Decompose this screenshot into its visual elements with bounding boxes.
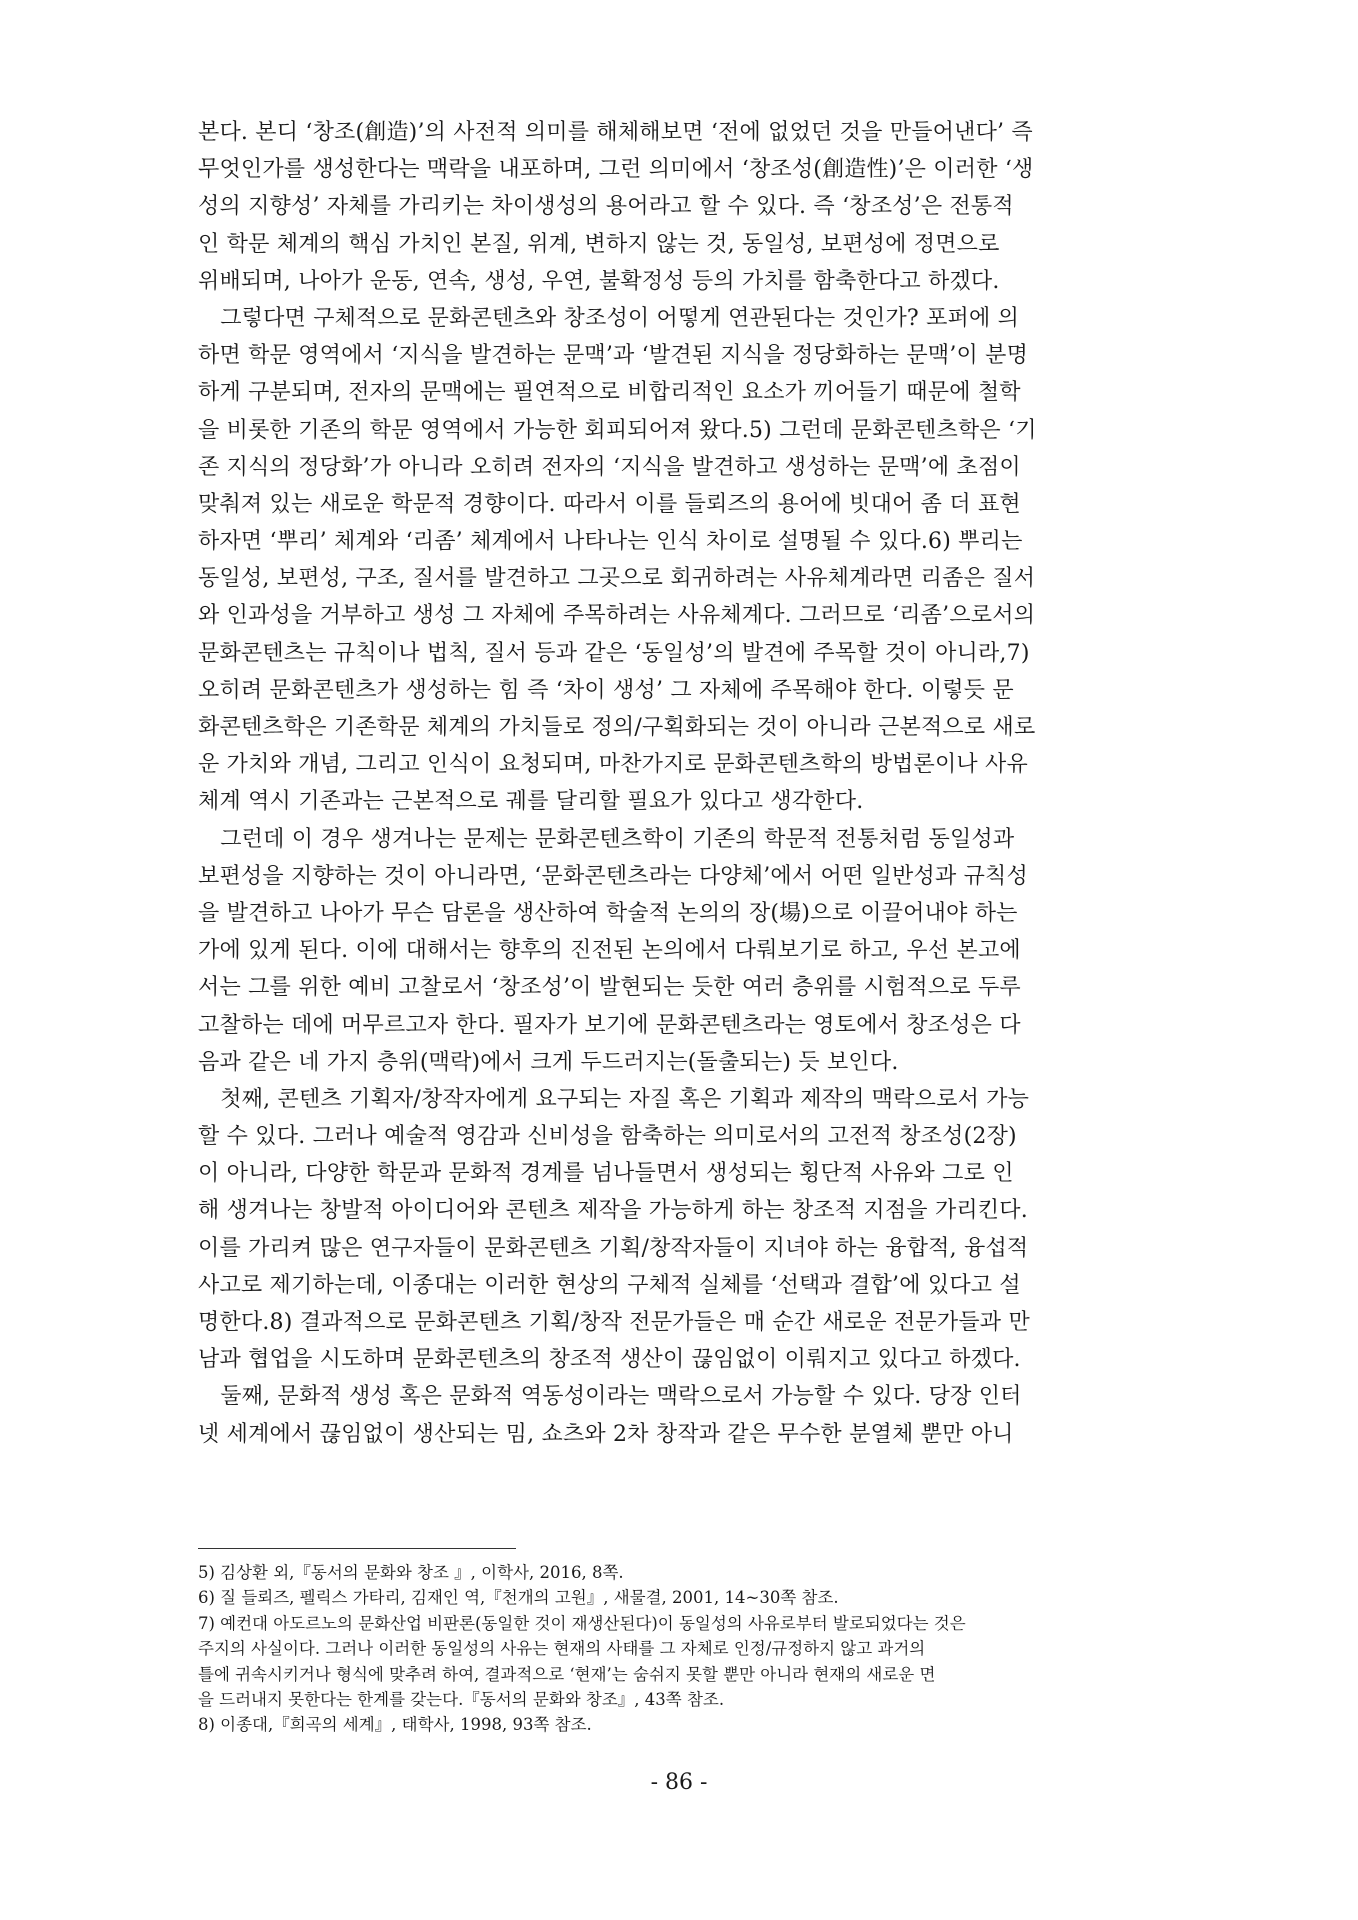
page-number: - 86 - xyxy=(650,1770,708,1795)
footnotes xyxy=(198,1560,1158,1738)
body-line: 을 비롯한 기존의 학문 영역에서 가능한 회피되어져 왔다.5) 그런데 문화콘텐츠학은 ‘기 xyxy=(198,417,1037,443)
body-line: 성의 지향성’ 자체를 가리키는 차이생성의 용어라고 할 수 있다. 즉 ‘창조성’은 전통적 xyxy=(198,194,1014,220)
body-line: 이 아니라, 다양한 학문과 문화적 경계를 넘나들면서 생성되는 횡단적 사유와 그로 인 xyxy=(198,1161,1014,1187)
body-text xyxy=(198,114,1158,1453)
body-line: 문화콘텐츠는 규칙이나 법칙, 질서 등과 같은 ‘동일성’의 발견에 주목할 것이 아니라,7) xyxy=(198,640,1030,666)
body-line: 동일성, 보편성, 구조, 질서를 발견하고 그곳으로 회귀하려는 사유체계라면 리좀은 질서 xyxy=(198,566,1036,592)
body-line: 와 인과성을 거부하고 생성 그 자체에 주목하려는 사유체계다. 그러므로 ‘리좀’으로서의 xyxy=(198,603,1036,629)
body-line: 본다. 본디 ‘창조(創造)’의 사전적 의미를 해체해보면 ‘전에 없었던 것을 만들어낸다’ 즉 xyxy=(198,120,1033,145)
body-line: 남과 협업을 시도하며 문화콘텐츠의 창조적 생산이 끊임없이 이뤄지고 있다고 하겠다. xyxy=(198,1347,1021,1373)
body-line: 무엇인가를 생성한다는 맥락을 내포하며, 그런 의미에서 ‘창조성(創造性)’은 이러한 ‘생 xyxy=(198,157,1034,183)
body-line: 위배되며, 나아가 운동, 연속, 생성, 우연, 불확정성 등의 가치를 함축한다고 하겠다. xyxy=(198,268,1000,294)
body-line: 음과 같은 네 가지 층위(맥락)에서 크게 두드러지는(돌출되는) 듯 보인다. xyxy=(198,1049,899,1075)
footnote-line: 을 드러내지 못한다는 한계를 갖는다.『동서의 문화와 창조』, 43쪽 참조. xyxy=(198,1689,725,1709)
footnote-line: 주지의 사실이다. 그러나 이러한 동일성의 사유는 현재의 사태를 그 자체로 인정/규정하지 않고 과거의 xyxy=(198,1639,926,1659)
body-line: 운 가치와 개념, 그리고 인식이 요청되며, 마찬가지로 문화콘텐츠학의 방법론이나 사유 xyxy=(198,752,1028,778)
body-line: 그렇다면 구체적으로 문화콘텐츠와 창조성이 어떻게 연관된다는 것인가? 포퍼에 의 xyxy=(198,305,1020,331)
body-line: 서는 그를 위한 예비 고찰로서 ‘창조성’이 발현되는 듯한 여러 층위를 시험적으로 두루 xyxy=(198,975,1021,1001)
body-line: 하면 학문 영역에서 ‘지식을 발견하는 문맥’과 ‘발견된 지식을 정당화하는 문맥’이 분명 xyxy=(198,343,1029,369)
body-line: 하게 구분되며, 전자의 문맥에는 필연적으로 비합리적인 요소가 끼어들기 때문에 철학 xyxy=(198,380,1021,406)
body-line: 할 수 있다. 그러나 예술적 영감과 신비성을 함축하는 의미로서의 고전적 창조성(2장) xyxy=(198,1124,1017,1150)
body-line: 사고로 제기하는데, 이종대는 이러한 현상의 구체적 실체를 ‘선택과 결합’에 있다고 설 xyxy=(198,1272,1021,1298)
footnote-line: 7) 예컨대 아도르노의 문화산업 비판론(동일한 것이 재생산된다)이 동일성의 사유로부터 발로되었다는 것은 xyxy=(198,1613,966,1633)
body-line: 명한다.8) 결과적으로 문화콘텐츠 기획/창작 전문가들은 매 순간 새로운 전문가들과 만 xyxy=(198,1310,1030,1335)
body-line: 이를 가리켜 많은 연구자들이 문화콘텐츠 기획/창작자들이 지녀야 하는 융합적, 융섭적 xyxy=(198,1235,1029,1261)
body-line: 오히려 문화콘텐츠가 생성하는 힘 즉 ‘차이 생성’ 그 자체에 주목해야 한다. 이렇듯 문 xyxy=(198,677,1014,703)
body-line: 하자면 ‘뿌리’ 체계와 ‘리좀’ 체계에서 나타나는 인식 차이로 설명될 수 있다.6) 뿌리는 xyxy=(198,529,1023,555)
body-line: 가에 있게 된다. 이에 대해서는 향후의 진전된 논의에서 다뤄보기로 하고, 우선 본고에 xyxy=(198,938,1021,964)
body-line: 둘째, 문화적 생성 혹은 문화적 역동성이라는 맥락으로서 가능할 수 있다. 당장 인터 xyxy=(198,1384,1022,1410)
footnote-divider xyxy=(198,1548,516,1549)
body-line: 화콘텐츠학은 기존학문 체계의 가치들로 정의/구획화되는 것이 아니라 근본적으로 새로 xyxy=(198,715,1036,740)
body-line: 넷 세계에서 끊임없이 생산되는 밈, 쇼츠와 2차 창작과 같은 무수한 분열체 뿐만 아니 xyxy=(198,1421,1014,1447)
body-line: 인 학문 체계의 핵심 가치인 본질, 위계, 변하지 않는 것, 동일성, 보편성에 정면으로 xyxy=(198,231,1000,257)
footnote-line: 5) 김상환 외,『동서의 문화와 창조 』, 이학사, 2016, 8쪽. xyxy=(198,1563,624,1582)
body-line: 을 발견하고 나아가 무슨 담론을 생산하여 학술적 논의의 장(場)으로 이끌어내야 하는 xyxy=(198,900,1018,926)
body-line: 보편성을 지향하는 것이 아니라면, ‘문화콘텐츠라는 다양체’에서 어떤 일반성과 규칙성 xyxy=(198,863,1028,889)
body-line: 체계 역시 기존과는 근본적으로 궤를 달리할 필요가 있다고 생각한다. xyxy=(198,789,864,815)
footnote-line: 8) 이종대,『희곡의 세계』, 태학사, 1998, 93쪽 참조. xyxy=(198,1715,592,1735)
body-line: 맞춰져 있는 새로운 학문적 경향이다. 따라서 이를 들뢰즈의 용어에 빗대어 좀 더 표현 xyxy=(198,491,1021,517)
body-line: 첫째, 콘텐츠 기획자/창작자에게 요구되는 자질 혹은 기획과 제작의 맥락으로서 가능 xyxy=(198,1086,1030,1112)
footnote-line: 6) 질 들뢰즈, 펠릭스 가타리, 김재인 역,『천개의 고원』, 새물결, 2001, 14~30쪽 참조. xyxy=(198,1588,839,1608)
body-line: 고찰하는 데에 머무르고자 한다. 필자가 보기에 문화콘텐츠라는 영토에서 창조성은 다 xyxy=(198,1012,1021,1038)
body-line: 해 생겨나는 창발적 아이디어와 콘텐츠 제작을 가능하게 하는 창조적 지점을 가리킨다. xyxy=(198,1198,1028,1224)
body-line: 존 지식의 정당화’가 아니라 오히려 전자의 ‘지식을 발견하고 생성하는 문맥’에 초점이 xyxy=(198,454,1021,480)
footnote-line: 틀에 귀속시키거나 형식에 맞추려 하여, 결과적으로 ‘현재’는 숨쉬지 못할 뿐만 아니라 현재의 새로운 면 xyxy=(198,1664,936,1684)
body-line: 그런데 이 경우 생겨나는 문제는 문화콘텐츠학이 기존의 학문적 전통처럼 동일성과 xyxy=(198,826,1015,852)
